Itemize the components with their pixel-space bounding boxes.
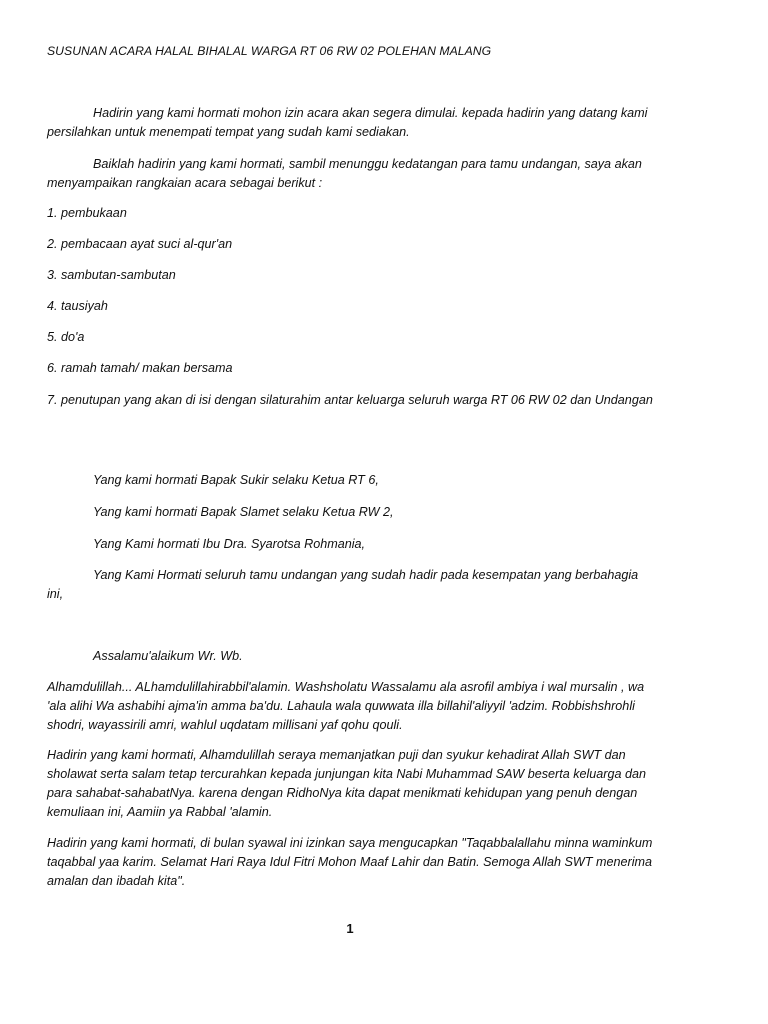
agenda-item-quran-recitation: 2. pembacaan ayat suci al-qur'an (47, 237, 233, 251)
opening-salam: Assalamu'alaikum Wr. Wb. (93, 649, 243, 663)
gratitude-paragraph: Hadirin yang kami hormati, Alhamdulillah seraya memanjatkan puji dan syukur kehadirat Allah SWT dan sholawat serta salam tetap tercurahkan kepada junjungan kita Nabi Muhammad SAW beserta keluarga dan para sahabat-sahabatNya. karena dengan RidhoNya kita dapat menikmati kehidupan yang penuh dengan kemuliaan ini, Aamiin ya Rabbal 'alamin. (47, 748, 647, 819)
agenda-item-social-meal: 6. ramah tamah/ makan bersama (47, 361, 233, 375)
agenda-item-opening: 1. pembukaan (47, 206, 127, 220)
agenda-item-prayer: 5. do'a (47, 330, 85, 344)
intro-paragraph-agenda-introduction: Baiklah hadirin yang kami hormati, sambil menunggu kedatangan para tamu undangan, saya akan menyampaikan rangkaian acara sebagai berikut : (47, 157, 642, 190)
agenda-item-speeches: 3. sambutan-sambutan (47, 268, 176, 282)
greeting-all-guests: Yang Kami Hormati seluruh tamu undangan yang sudah hadir pada kesempatan yang berbahagia ini, (47, 568, 639, 601)
page-number: 1 (346, 921, 354, 936)
greeting-honored-guest: Yang Kami hormati Ibu Dra. Syarotsa Rohmania, (93, 537, 366, 551)
greeting-rt-chair: Yang kami hormati Bapak Sukir selaku Ketua RT 6, (93, 473, 379, 487)
arabic-opening-paragraph: Alhamdulillah... ALhamdulillahirabbil'alamin. Washsholatu Wassalamu ala asrofil ambiya i wal mursalin , wa 'ala alihi Wa ashabihi ajma'in amma ba'du. Lahaula wala quwwata illa billahil'aliyyil 'adzim. Robbishshrohli shodri, wayassirili amri, wahlul uqdatam millisani yaf qohu qouli. (47, 680, 645, 732)
greeting-rw-chair: Yang kami hormati Bapak Slamet selaku Ketua RW 2, (93, 505, 394, 519)
agenda-item-tausiyah: 4. tausiyah (47, 299, 108, 313)
document-title: SUSUNAN ACARA HALAL BIHALAL WARGA RT 06 RW 02 POLEHAN MALANG (47, 44, 492, 58)
agenda-item-closing: 7. penutupan yang akan di isi dengan silaturahim antar keluarga seluruh warga RT 06 RW 02 dan Undangan (47, 393, 653, 407)
intro-paragraph-opening: Hadirin yang kami hormati mohon izin acara akan segera dimulai. kepada hadirin yang datang kami persilahkan untuk menempati tempat yang sudah kami sediakan. (47, 106, 648, 139)
eid-greeting-paragraph: Hadirin yang kami hormati, di bulan syawal ini izinkan saya mengucapkan "Taqabbalallahu minna waminkum taqabbal yaa karim. Selamat Hari Raya Idul Fitri Mohon Maaf Lahir dan Batin. Semoga Allah SWT menerima amalan dan ibadah kita". (47, 836, 653, 888)
